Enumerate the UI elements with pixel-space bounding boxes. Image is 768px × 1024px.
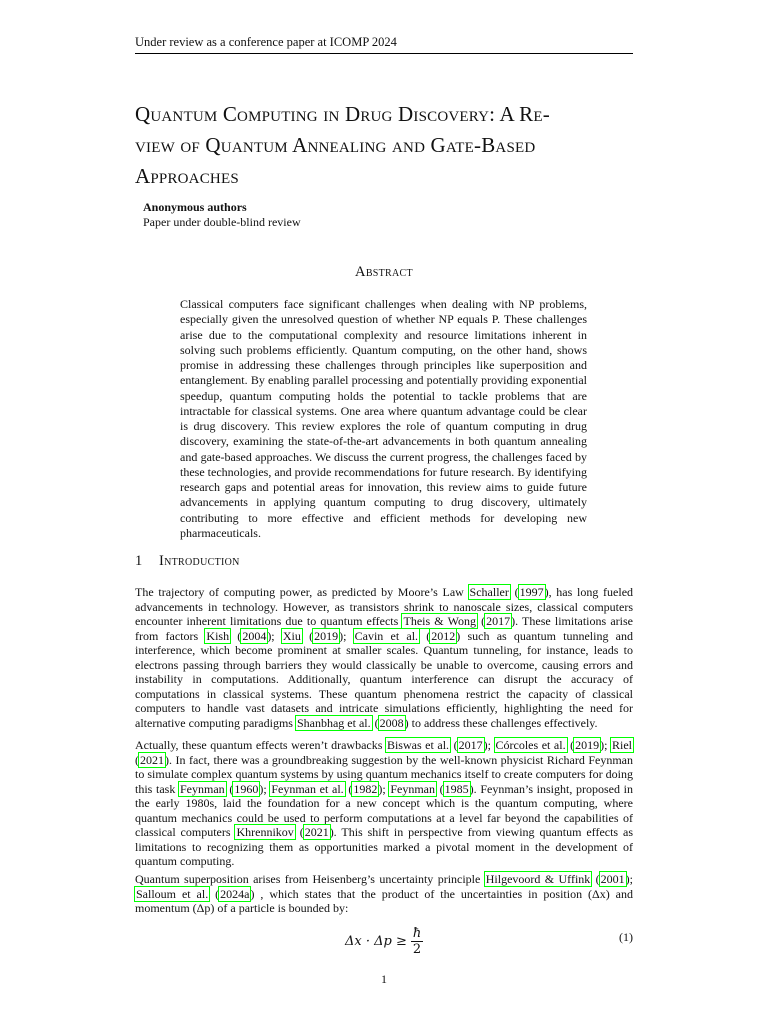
citation-link[interactable]: 2024a <box>220 886 250 901</box>
paragraph-text: ); <box>625 872 634 886</box>
paragraph-text: ) to address these challenges effectively. <box>404 715 598 730</box>
citation-link[interactable]: Hilgevoord & Uffink <box>485 872 591 886</box>
authors-block <box>143 200 301 230</box>
paragraph-text: ); <box>600 738 612 752</box>
paragraph-text: ( <box>135 752 139 767</box>
paragraph-text: Actually, these quantum effects weren’t drawbacks <box>135 738 386 752</box>
paragraph-text: ), has long fueled advancements in technology. However, as transistors shrink to nanoscale sizes, classical computers encounter inherent limitations due to quantum effects <box>135 585 634 628</box>
equation-number: (1) <box>619 930 633 944</box>
paragraph-text: ( <box>436 781 444 796</box>
paragraph-text: ( <box>509 585 519 599</box>
citation-link[interactable]: 1997 <box>519 585 544 599</box>
fraction-denominator: 2 <box>412 942 422 957</box>
paragraph-text: ). Feynman’s insight, proposed in the early 1980s, laid the foundation for a new concept which is the quantum computing, where quantum mechanics could be used to perform computations at a level far beyond the capabilities of classical computers <box>135 781 633 839</box>
citation-link[interactable]: 2001 <box>600 872 625 886</box>
author-affiliation: Paper under double-blind review <box>143 215 301 229</box>
paragraph-text: ); <box>339 628 354 643</box>
citation-link[interactable]: Khrennikov <box>236 825 294 839</box>
equation-1 <box>135 920 633 956</box>
citation-link[interactable]: Riel <box>612 738 633 752</box>
citation-link[interactable]: 2021 <box>140 752 164 767</box>
paragraph <box>135 872 633 916</box>
paragraph <box>135 585 633 730</box>
paragraph-text: ( <box>476 614 486 628</box>
citation-link[interactable]: Theis & Wong <box>403 614 476 628</box>
paragraph <box>135 738 633 869</box>
citation-link[interactable]: 1960 <box>234 781 259 796</box>
citation-link[interactable]: Salloum et al. <box>136 886 209 901</box>
title-line: Quantum Computing in Drug Discovery: A Re- <box>135 102 550 126</box>
paragraph-text: The trajectory of computing power, as predicted by Moore’s Law <box>135 585 469 599</box>
paragraph-text: ( <box>566 738 575 752</box>
citation-link[interactable]: 1985 <box>444 781 469 796</box>
paragraph-text: ). In fact, there was a groundbreaking suggestion by the well-known physicist Richard Feynman to simulate complex quantum systems by using quantum mechanics itself to create computers for doing this task <box>135 752 633 796</box>
citation-link[interactable]: Feynman <box>390 781 435 796</box>
paragraph-text: ) , which states that the product of the uncertainties in position (Δx) and momentum (Δp) of a particle is bounded by: <box>135 886 633 915</box>
abstract-text: Classical computers face significant challenges when dealing with NP problems, especially given the unresolved question of whether NP equals P. These challenges arise due to the computational complexity and resource limitations inherent in solving such problems efficiently. Quantum computing, on the other hand, shows promise in addressing these challenges through principles like superposition and entanglement. By enabling parallel processing and potentially providing exponential speedup, quantum computing holds the potential to tackle problems that are intractable for classical systems. One area where quantum advantage could be clear is drug discovery. This review explores the role of quantum computing in drug discovery, examining the state-of-the-art advancements in both quantum annealing and gate-based approaches. We discuss the current progress, the challenges faced by these technologies, and provide recommendations for future research. By identifying research gaps and potential areas for innovation, this review aims to guide future advancements in applying quantum computing to drug discovery, ultimately contributing to more effective and efficient methods for developing new pharmaceuticals. <box>180 297 587 540</box>
title-line: view of Quantum Annealing and Gate-Based <box>135 133 536 157</box>
equation-body <box>345 926 423 957</box>
paragraph-text: ( <box>591 872 600 886</box>
author-name: Anonymous authors <box>143 200 247 214</box>
paragraph-text: ); <box>259 781 271 796</box>
equation-lhs: Δx · Δp ≥ <box>345 934 407 949</box>
fraction-numerator: ħ <box>412 926 422 941</box>
page-number: 1 <box>381 972 387 986</box>
paragraph-text: ( <box>419 628 431 643</box>
citation-link[interactable]: Kish <box>206 628 230 643</box>
paragraph-text: ( <box>230 628 242 643</box>
citation-link[interactable]: 2012 <box>431 628 456 643</box>
citation-link[interactable]: Feynman <box>180 781 225 796</box>
paragraph-text: ); <box>378 781 390 796</box>
paragraph-text: ( <box>209 886 220 901</box>
paragraph-text: ( <box>344 781 353 796</box>
running-header: Under review as a conference paper at ICOMP 2024 <box>135 35 633 54</box>
citation-link[interactable]: Schaller <box>469 585 509 599</box>
citation-link[interactable]: Feynman et al. <box>271 781 344 796</box>
citation-link[interactable]: Shanbhag et al. <box>296 715 371 730</box>
citation-link[interactable]: 2004 <box>242 628 267 643</box>
citation-link[interactable]: Biswas et al. <box>386 738 450 752</box>
paragraph-text: ) such as quantum tunneling and interference, which become prominent at smaller scales. Quantum tunneling, for instance, leads to electrons passing through barriers they would classically be unable to overcome, causing errors and instability in computations. Additionally, quantum interference can disrupt the accuracy of computations in classical systems. These quantum phenomena restrict the capacity of classical computers to handle vast datasets and intricate simulations efficiently, highlighting the need for alternative computing paradigms <box>135 628 633 730</box>
citation-link[interactable]: Córcoles et al. <box>495 738 566 752</box>
paragraph-text: Quantum superposition arises from Heisenberg’s uncertainty principle <box>135 872 485 886</box>
paragraph-text: ); <box>267 628 282 643</box>
citation-link[interactable]: 2017 <box>486 614 511 628</box>
citation-link[interactable]: 2019 <box>314 628 339 643</box>
paragraph-text: ( <box>450 738 458 752</box>
citation-link[interactable]: 2017 <box>458 738 483 752</box>
citation-link[interactable]: 1982 <box>353 781 378 796</box>
citation-link[interactable]: 2021 <box>304 825 329 839</box>
citation-link[interactable]: Xiu <box>282 628 301 643</box>
citation-link[interactable]: 2008 <box>379 715 404 730</box>
paragraph-text: ). These limitations arise from factors <box>135 614 633 643</box>
paragraph-text: ). This shift in perspective from viewing quantum effects as limitations to recognizing them as opportunities marked a pivotal moment in the development of quantum computing. <box>135 825 633 868</box>
paragraph-text: ( <box>225 781 234 796</box>
paragraph-text: ); <box>483 738 495 752</box>
paragraph-text: ( <box>301 628 314 643</box>
paragraph-text: ( <box>371 715 379 730</box>
title-line: Approaches <box>135 164 239 188</box>
paper-title <box>135 99 635 192</box>
paragraph-text: ( <box>294 825 304 839</box>
section-title: Introduction <box>159 553 240 569</box>
citation-link[interactable]: Cavin et al. <box>354 628 419 643</box>
citation-link[interactable]: 2019 <box>575 738 600 752</box>
section-heading <box>135 553 240 570</box>
fraction <box>411 926 423 957</box>
abstract-heading: Abstract <box>355 264 413 280</box>
section-number: 1 <box>135 553 143 569</box>
